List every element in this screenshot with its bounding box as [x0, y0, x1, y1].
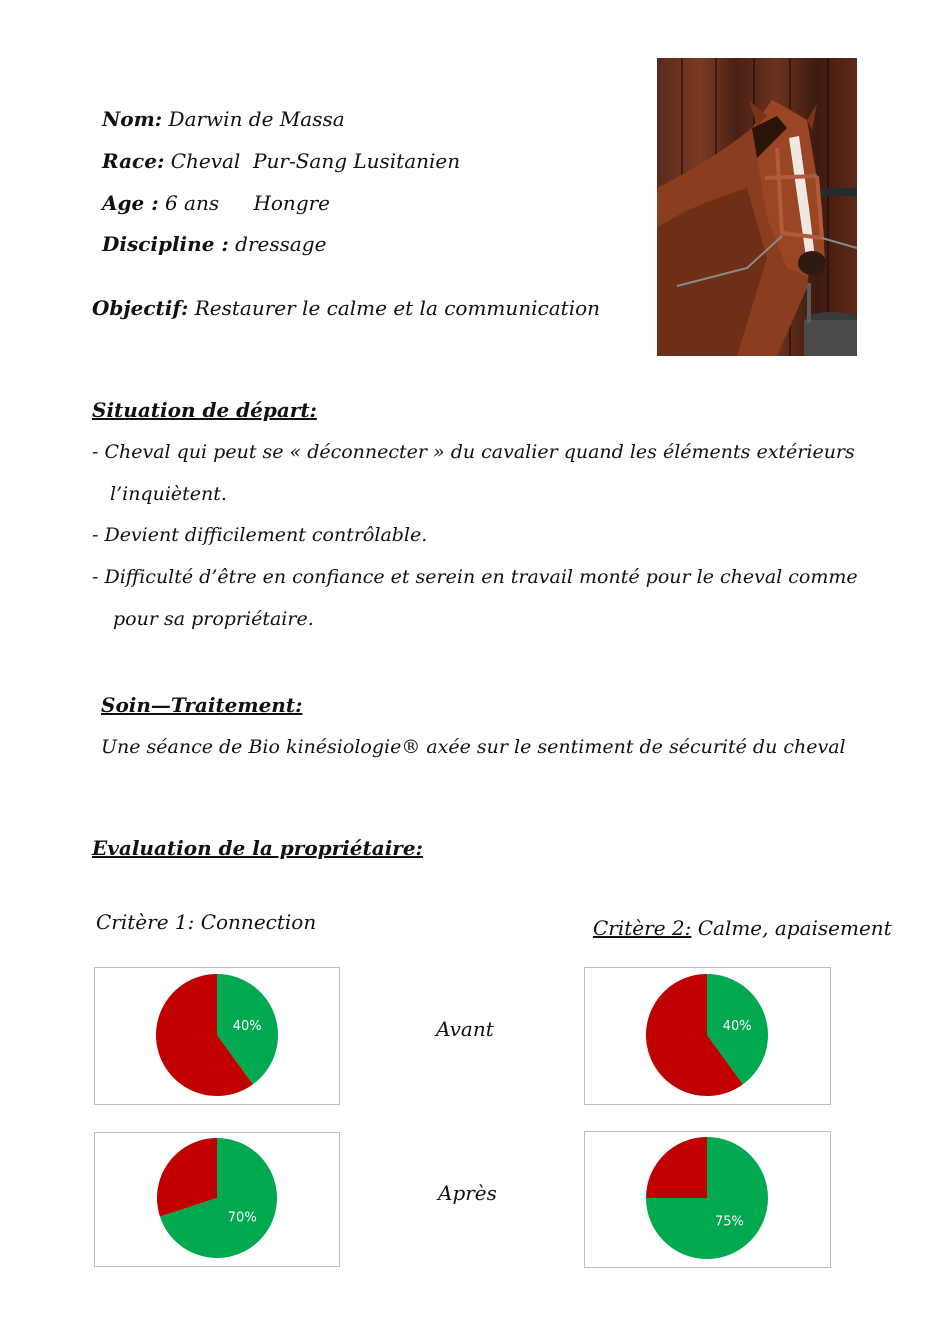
race-value: Cheval Pur-Sang Lusitanien	[170, 149, 461, 173]
pie-chart-critere-2-avant	[584, 967, 831, 1105]
discipline-label: Discipline :	[102, 232, 229, 256]
objectif-value: Restaurer le calme et la communication	[194, 296, 601, 320]
race-row	[102, 149, 460, 173]
pie-svg-2	[95, 1133, 339, 1266]
apres-label: Après	[438, 1181, 497, 1205]
age-label: Age :	[102, 191, 159, 215]
critere-2-label	[593, 916, 892, 940]
discipline-value: dressage	[235, 232, 327, 256]
discipline-row	[102, 232, 326, 256]
evaluation-heading: Evaluation de la propriétaire:	[92, 836, 423, 860]
nom-value: Darwin de Massa	[168, 107, 345, 131]
situation-line-5: pour sa propriétaire.	[113, 608, 314, 630]
soin-heading: Soin—Traitement:	[101, 693, 303, 717]
pie-slice-negative	[646, 1137, 707, 1198]
situation-line-1: - Cheval qui peut se « déconnecter » du cavalier quand les éléments extérieurs	[92, 441, 855, 463]
pie-svg-3	[585, 1132, 830, 1267]
age-value: 6 ans	[164, 191, 220, 215]
nom-label: Nom:	[102, 107, 163, 131]
age-row	[102, 191, 330, 215]
critere-2-prefix: Critère 2:	[593, 916, 692, 940]
pie-chart-critere-1-apres	[94, 1132, 340, 1267]
pie-data-label: 40%	[722, 1019, 752, 1035]
situation-line-3: - Devient difficilement contrôlable.	[92, 524, 428, 546]
objectif-label: Objectif:	[92, 296, 189, 320]
horse-photo	[657, 58, 857, 356]
objectif-row	[92, 296, 600, 320]
pie-data-label: 40%	[232, 1019, 262, 1035]
pie-svg-0	[95, 968, 339, 1104]
situation-heading: Situation de départ:	[92, 398, 317, 422]
avant-label: Avant	[436, 1017, 494, 1041]
critere-2-suffix: Calme, apaisement	[691, 916, 892, 940]
pie-data-label: 70%	[227, 1210, 257, 1226]
pie-chart-critere-1-avant	[94, 967, 340, 1105]
nom-row	[102, 107, 345, 131]
pie-data-label: 75%	[714, 1214, 744, 1230]
situation-line-4: - Difficulté d’être en confiance et serein en travail monté pour le cheval comme	[92, 566, 858, 588]
pie-chart-critere-2-apres	[584, 1131, 831, 1268]
situation-line-2: l’inquiètent.	[110, 483, 227, 505]
pie-svg-1	[585, 968, 830, 1104]
race-label: Race:	[102, 149, 165, 173]
critere-1-label: Critère 1: Connection	[96, 910, 317, 934]
sexe-value: Hongre	[253, 191, 331, 215]
soin-text: Une séance de Bio kinésiologie® axée sur le sentiment de sécurité du cheval	[101, 736, 846, 758]
